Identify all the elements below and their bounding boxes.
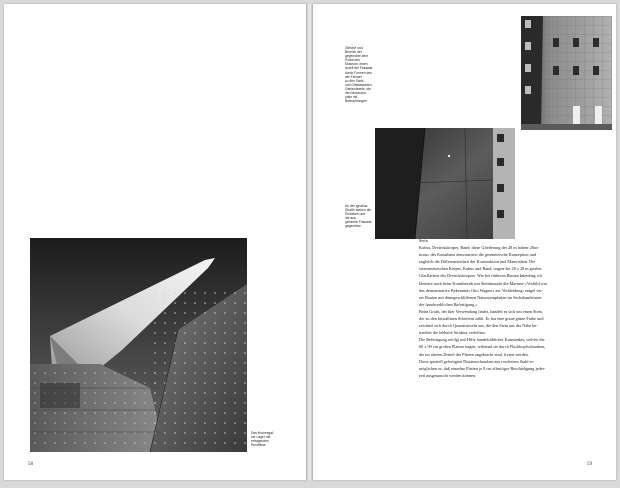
top-caption-line: den Museums-	[345, 91, 367, 96]
body-line: Die Befestigung erfolgt mit Hilfe handelsüblicher Kunstanker, welche die	[419, 337, 545, 343]
right-page	[313, 4, 616, 480]
mid-caption-line: geformte Fassade	[345, 220, 372, 225]
top-caption-line: und Glasfassaden	[345, 82, 372, 87]
top-caption-line: Portal des	[345, 58, 360, 63]
body-line: ser Bauten mit dünngeschliffenen Natursteinplatten im Sechskantleisten	[419, 294, 542, 300]
top-caption-line: Museum, einen	[345, 62, 368, 67]
top-caption-line: Bereich der	[345, 50, 362, 55]
left-caption-line: ver Lager mit	[251, 435, 271, 440]
top-caption-line: gegenüber dem	[345, 54, 369, 59]
body-line: zugleich die Differenziertheit der Konstruktion und Materialien. Die	[419, 259, 536, 265]
mid-caption-line: An der Ignatius-	[345, 204, 369, 208]
body-line: der zu den kristallinen Schiefern zählt. Er hat eine graue grüne Farbe und	[419, 316, 544, 322]
stone-wall-photo	[375, 128, 515, 239]
body-line: Glasflächen des Dreieckskörpers. Wie bei früheren Bauten Inkenhag ich	[419, 273, 542, 279]
body-line: zeichnet sich durch Quarzitrieseln aus, die den Stein aus der Nähe be-	[419, 323, 538, 329]
body-line: möglichen es, daß einzelne Platten je 8 cm allseitiger Beschädigung jeder-	[419, 365, 546, 371]
section-heading: Stein	[419, 238, 428, 243]
left-page	[4, 4, 306, 480]
body-text	[419, 237, 606, 379]
top-caption-line: Anteil der Fassade	[345, 66, 373, 71]
mid-caption-line: Einheiten und	[345, 212, 366, 217]
body-line: stereometrischen Körper, Kubus und Band, tragen die 28 x 28 m großen	[419, 266, 542, 272]
body-line: Beim Grafit, der hier Verwendung findet, handelt es sich um einen Stein,	[419, 308, 543, 314]
body-line: 60 x 90 cm großen Platten tragen, während sie durch Flachkopfschrauben,	[419, 344, 546, 350]
left-caption-line: ertragenden	[251, 439, 269, 444]
top-caption-line: zu den Stahl-	[345, 78, 365, 83]
top-caption-line: durch Formen des	[345, 70, 372, 75]
mid-caption-line: gegenüber	[345, 224, 361, 229]
facade-photo	[521, 16, 612, 130]
body-line: Diese speziell gefertigten Distanzschrauben aus rostfreiem Stahl er-	[419, 358, 535, 364]
top-caption-line: Gleiche und	[345, 46, 363, 50]
top-caption-line: Gebäudeteile, die	[345, 86, 371, 91]
top-caption-line: der Fenster	[345, 74, 362, 79]
body-line: trachtet die lebhafte Struktur verleihen.	[419, 330, 486, 336]
mid-caption-line: Straße stehen die	[345, 208, 372, 213]
left-caption-line: Das Hochregal-	[251, 431, 274, 435]
top-caption-line: platz mit	[345, 95, 358, 100]
book-gutter	[306, 4, 313, 480]
body-line: das demonstrative Bekenntnis Otto Wagners zur Verkleidung: entgel ver-	[419, 287, 544, 293]
left-caption-line: Rundfluss	[251, 443, 266, 448]
body-line: die im oberen Drittel der Platten angebracht sind, fixiert werden.	[419, 351, 529, 357]
mid-photo-caption	[345, 204, 375, 229]
body-line: Kubus, Dreieckskörper, Band: diese Gliederung der 28 m hohen »Bas-	[419, 245, 540, 251]
top-photo-caption	[345, 46, 385, 103]
mid-caption-line: die aus-	[345, 216, 357, 221]
right-page-number: 59	[587, 462, 592, 467]
left-page-number: 58	[28, 462, 33, 467]
top-caption-line: Beleuchtungen	[345, 99, 367, 104]
spire-photo	[30, 238, 247, 452]
body-line: tions« des Kunstbaus demonstriert die geometrische Konzeption und	[419, 252, 536, 258]
left-photo-caption	[251, 431, 301, 447]
body-line: zeit ausgetauscht werden können.	[419, 372, 477, 378]
body-line: der handwerklichen Befestigung.«	[419, 301, 478, 307]
body-line: kleinere auch beim Kunstbezirk mit Steinfassade die Marmor-«Vorbild war	[419, 280, 548, 286]
